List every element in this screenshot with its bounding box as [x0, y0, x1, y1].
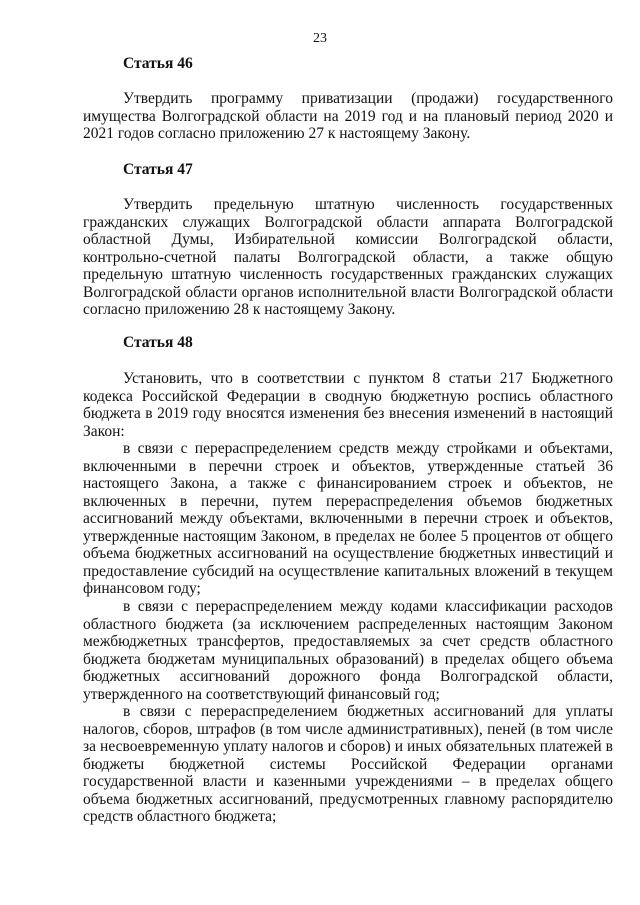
article-paragraph: Установить, что в соответствии с пунктом 8 статьи 217 Бюджетного кодекса Российской Федерации в сводную бюджетную роспись областного бюджета в 2019 году вносятся изменения без внесения изменений в настоящий Закон: [83, 370, 613, 440]
article-heading: Статья 47 [123, 161, 193, 178]
page-number: 23 [313, 31, 327, 46]
article-paragraph: в связи с перераспределением бюджетных ассигнований для уплаты налогов, сборов, штрафов (в том числе административных), пеней (в том числе за несвоевременную уплату налогов и сборов) и иных обязательных платежей в бюджеты бюджетной системы Российской Федерации органами государственной власти и казенными учреждениями – в пределах общего объема бюджетных ассигнований, предусмотренных главному распорядителю средств областного бюджета; [83, 703, 613, 825]
article-paragraph: Утвердить программу приватизации (продажи) государственного имущества Волгоградской области на 2019 год и на плановый период 2020 и 2021 годов согласно приложению 27 к настоящему Закону. [83, 90, 613, 142]
article-paragraph: в связи с перераспределением средств между стройками и объектами, включенными в перечни строек и объектов, утвержденные статьей 36 настоящего Закона, а также с финансированием строек и объектов, не включенных в перечни, путем перераспределения объемов бюджетных ассигнований между объектами, включенными в перечни строек и объектов, утвержденные настоящим Законом, в пределах не более 5 процентов от общего объема бюджетных ассигнований на осуществление бюджетных инвестиций и предоставление субсидий на осуществление капитальных вложений в текущем финансовом году; [83, 440, 613, 597]
article-paragraph: Утвердить предельную штатную численность государственных гражданских служащих Волгоградской области аппарата Волгоградской областной Думы, Избирательной комиссии Волгоградской области, контрольно-счетной палаты Волгоградской области, а также общую предельную штатную численность государственных гражданских служащих Волгоградской области органов исполнительной власти Волгоградской области согласно приложению 28 к настоящему Закону. [83, 196, 613, 318]
article-paragraph: в связи с перераспределением между кодами классификации расходов областного бюджета (за исключением распределенных настоящим Законом межбюджетных трансфертов, предоставляемых за счет средств областного бюджета бюджетам муниципальных образований) в пределах общего объема бюджетных ассигнований дорожного фонда Волгоградской области, утвержденного на соответствующий финансовый год; [83, 598, 613, 703]
article-heading: Статья 48 [123, 334, 193, 351]
article-heading: Статья 46 [123, 55, 193, 72]
